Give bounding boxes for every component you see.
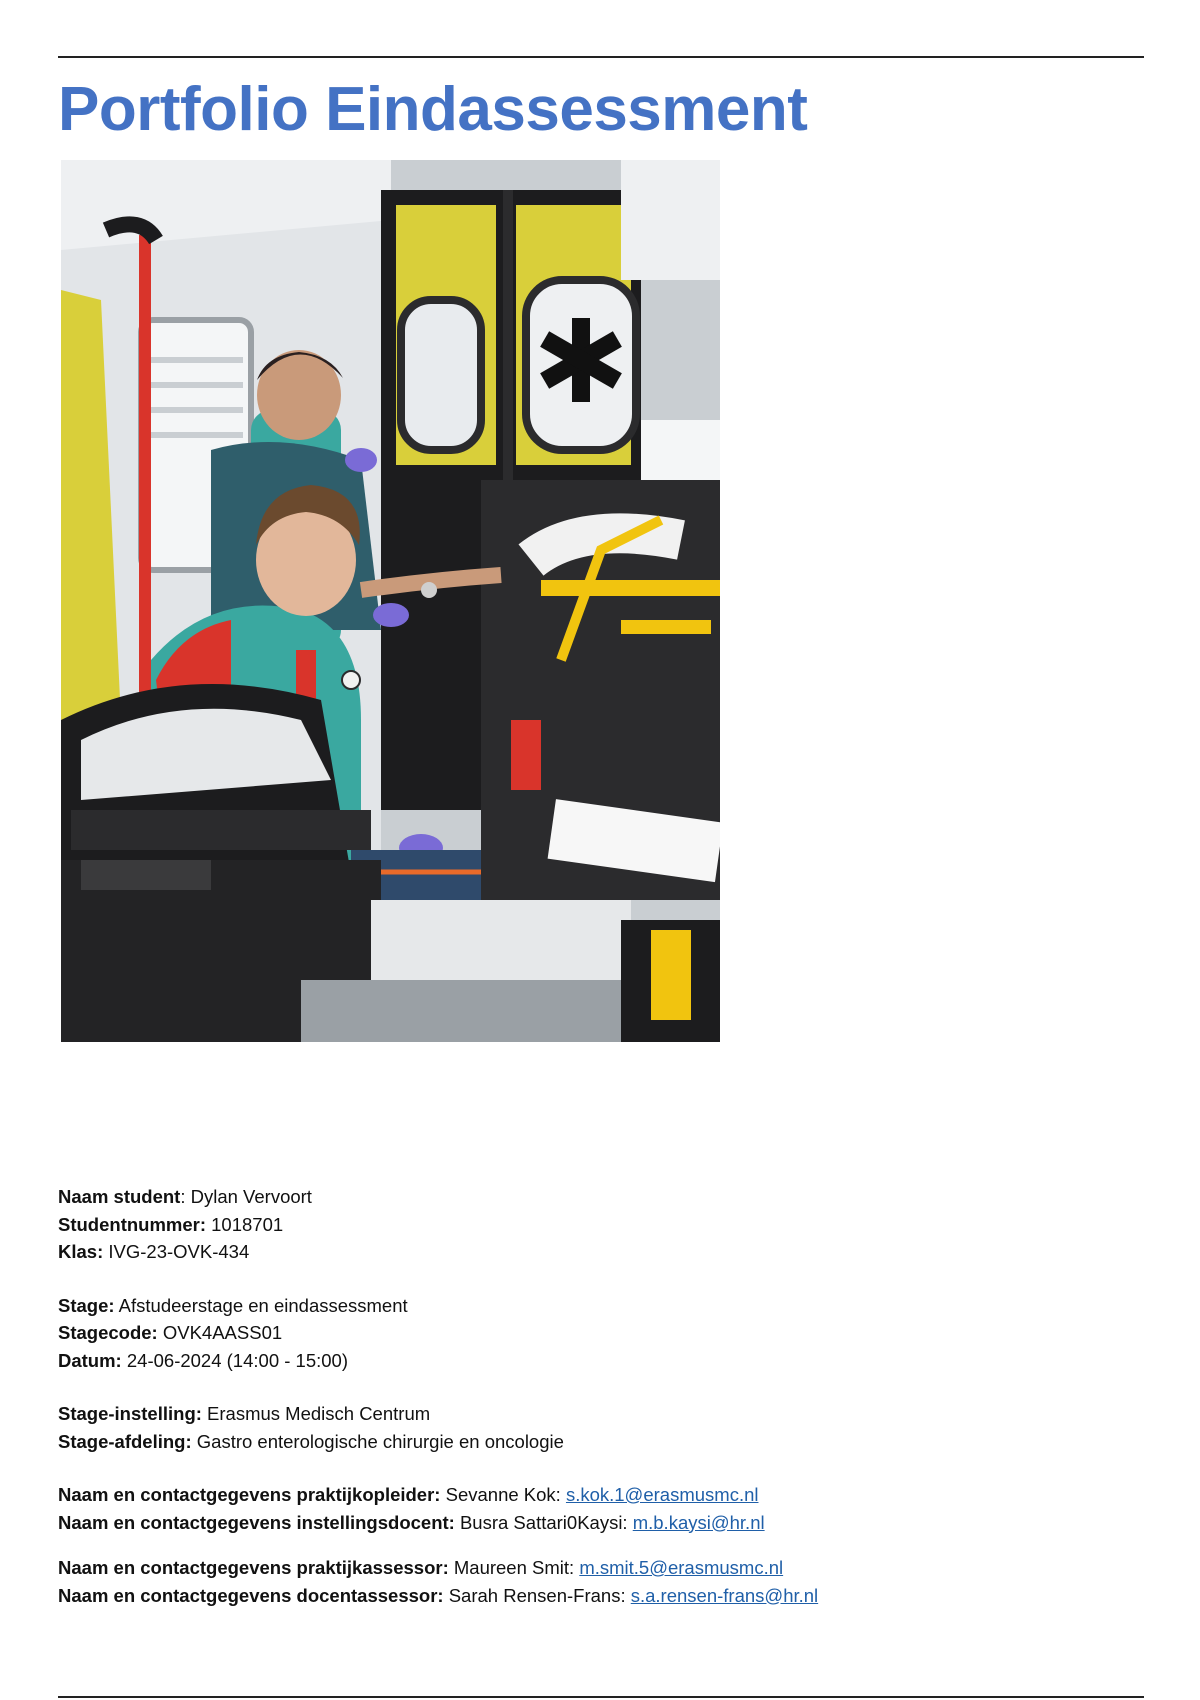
class-line (58, 1238, 1118, 1266)
student-details (58, 1183, 1118, 1609)
student-name-separator: : (180, 1186, 191, 1207)
practice-assessor-label: Naam en contactgegevens praktijkassessor: (58, 1557, 449, 1578)
practice-assessor-line (58, 1554, 1118, 1582)
date-line (58, 1347, 1118, 1375)
department-value: Gastro enterologische chirurgie en oncologie (191, 1430, 564, 1452)
student-name-value: Dylan Vervoort (190, 1186, 312, 1207)
stage-label: Stage: (58, 1294, 115, 1316)
teacher-assessor-name: Sarah Rensen-Frans: (443, 1584, 631, 1606)
institution-teacher-label: Naam en contactgegevens instellingsdocent: (58, 1511, 455, 1533)
institution-label: Stage-instelling: (58, 1403, 202, 1424)
cover-photo (61, 160, 720, 1042)
student-name-line (58, 1183, 1118, 1211)
practice-assessor-email-link[interactable]: m.smit.5@erasmusmc.nl (579, 1557, 784, 1578)
student-number-label: Studentnummer: (58, 1213, 206, 1235)
date-value: 24-06-2024 (14:00 - 15:00) (121, 1349, 348, 1371)
institution-value: Erasmus Medisch Centrum (201, 1403, 431, 1424)
practice-supervisor-email-link[interactable]: s.kok.1@erasmusmc.nl (565, 1484, 759, 1505)
practice-supervisor-name: Sevanne Kok: (440, 1484, 566, 1505)
spacer (58, 1455, 1118, 1481)
institution-teacher-line (58, 1509, 1118, 1537)
stage-code-label: Stagecode: (58, 1322, 158, 1343)
practice-assessor-name: Maureen Smit: (448, 1557, 580, 1578)
class-value: IVG-23-OVK-434 (103, 1241, 250, 1262)
institution-teacher-name: Busra Sattari0Kaysi: (454, 1511, 633, 1533)
practice-supervisor-line (58, 1481, 1118, 1509)
stage-line (58, 1292, 1118, 1320)
class-label: Klas: (58, 1241, 104, 1262)
department-line (58, 1428, 1118, 1456)
student-name-label: Naam student (58, 1186, 181, 1207)
spacer (58, 1374, 1118, 1400)
bottom-rule (58, 1696, 1144, 1698)
stage-value: Afstudeerstage en eindassessment (114, 1294, 408, 1316)
department-label: Stage-afdeling: (58, 1430, 192, 1452)
teacher-assessor-label: Naam en contactgegevens docentassessor: (58, 1584, 444, 1606)
stage-code-line (58, 1319, 1118, 1347)
ambulance-photo-icon (61, 160, 720, 1042)
date-label: Datum: (58, 1349, 122, 1371)
teacher-assessor-line (58, 1582, 1118, 1610)
teacher-assessor-email-link[interactable]: s.a.rensen-frans@hr.nl (630, 1584, 819, 1606)
student-number-value: 1018701 (206, 1213, 284, 1235)
spacer (58, 1536, 1118, 1554)
stage-code-value: OVK4AASS01 (157, 1322, 283, 1343)
institution-teacher-email-link[interactable]: m.b.kaysi@hr.nl (632, 1511, 765, 1533)
practice-supervisor-label: Naam en contactgegevens praktijkopleider: (58, 1484, 441, 1505)
page-title: Portfolio Eindassessment (58, 75, 808, 144)
spacer (58, 1266, 1118, 1292)
top-rule (58, 56, 1144, 58)
student-number-line (58, 1211, 1118, 1239)
institution-line (58, 1400, 1118, 1428)
